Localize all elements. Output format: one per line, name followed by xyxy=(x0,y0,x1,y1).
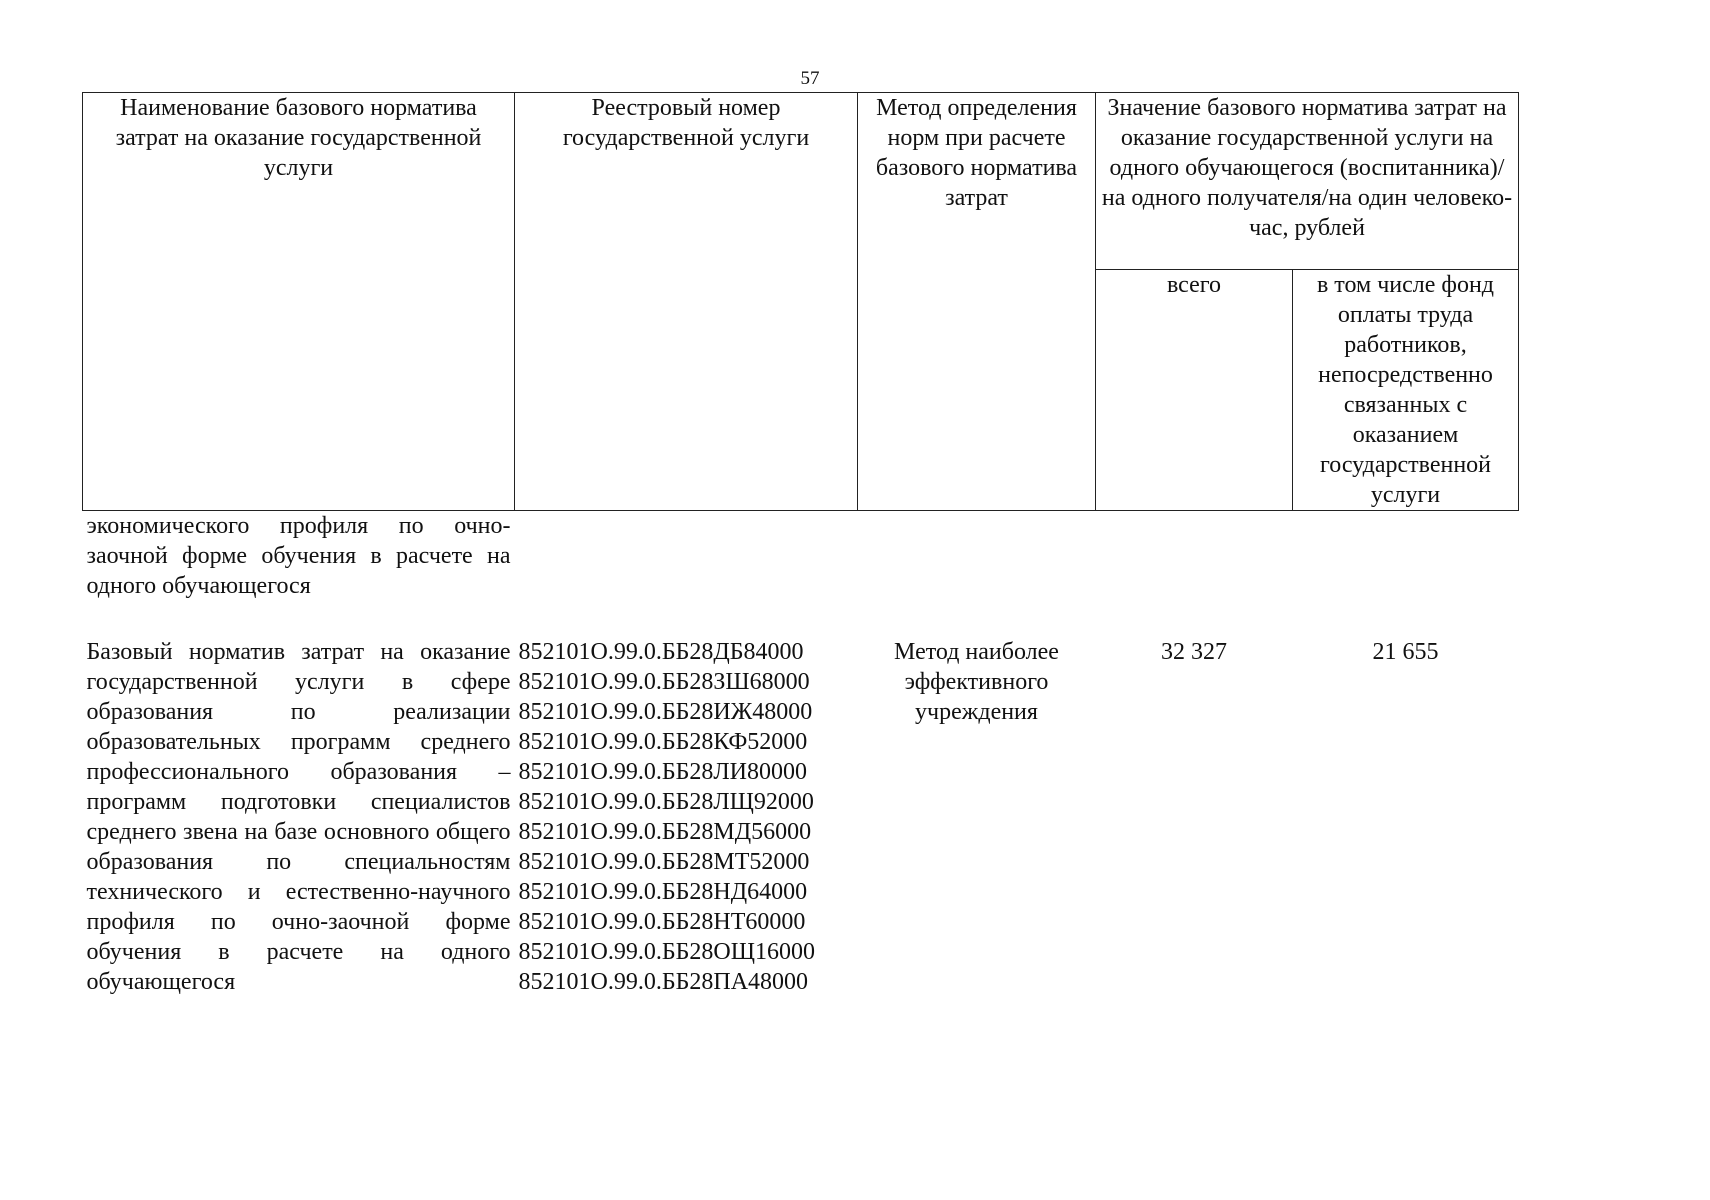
continuation-text: экономического профиля по очно-заочной форме обучения в расчете на одного обучающегося xyxy=(86,513,511,599)
registry-code: 852101О.99.0.ББ28НТ60000 xyxy=(518,909,806,935)
table-header-row xyxy=(83,93,1519,270)
registry-code: 852101О.99.0.ББ28ПА48000 xyxy=(518,969,809,995)
table-row xyxy=(83,637,1519,997)
page-number: 57 xyxy=(800,68,820,89)
row-wage-fund-value: 21 655 xyxy=(1372,639,1439,665)
registry-code: 852101О.99.0.ББ28КФ52000 xyxy=(518,729,808,755)
header-norm-value: Значение базового норматива затрат на оказание государственной услуги на одного обучающегося (воспитанника)/на одного получателя/на один человеко-час, рублей xyxy=(1096,93,1519,270)
header-total: всего xyxy=(1096,270,1293,511)
registry-code: 852101О.99.0.ББ28МД56000 xyxy=(518,819,812,845)
header-wage-fund: в том числе фонд оплаты труда работников, непосредственно связанных с оказанием государственной услуги xyxy=(1293,270,1519,511)
registry-code: 852101О.99.0.ББ28ЛИ80000 xyxy=(518,759,808,785)
registry-code: 852101О.99.0.ББ28ЗШ68000 xyxy=(518,669,810,695)
registry-code: 852101О.99.0.ББ28МТ52000 xyxy=(518,849,810,875)
row-registry-codes xyxy=(515,637,858,997)
registry-code: 852101О.99.0.ББ28ОЩ16000 xyxy=(518,939,815,965)
row-method: Метод наиболее эффективного учреждения xyxy=(894,639,1059,725)
row-service-name: Базовый норматив затрат на оказание государственной услуги в сфере образования по реализации образовательных программ среднего профессионального образования – программ подготовки специалистов среднего звена на базе основного общего образования по специальностям технического и естественно-научного профиля по очно-заочной форме обучения в расчете на одного обучающегося xyxy=(86,639,511,995)
header-method: Метод определения норм при расчете базового норматива затрат xyxy=(858,93,1096,511)
table-row xyxy=(83,511,1519,638)
registry-code: 852101О.99.0.ББ28ЛЩ92000 xyxy=(518,789,814,815)
registry-code: 852101О.99.0.ББ28ДБ84000 xyxy=(518,639,804,665)
cost-norm-table xyxy=(82,92,1519,997)
row-total-value: 32 327 xyxy=(1161,639,1227,665)
header-registry-number: Реестровый номер государственной услуги xyxy=(515,93,858,511)
registry-code: 852101О.99.0.ББ28ИЖ48000 xyxy=(518,699,813,725)
header-service-name: Наименование базового норматива затрат на оказание государственной услуги xyxy=(83,93,515,511)
registry-code: 852101О.99.0.ББ28НД64000 xyxy=(518,879,808,905)
